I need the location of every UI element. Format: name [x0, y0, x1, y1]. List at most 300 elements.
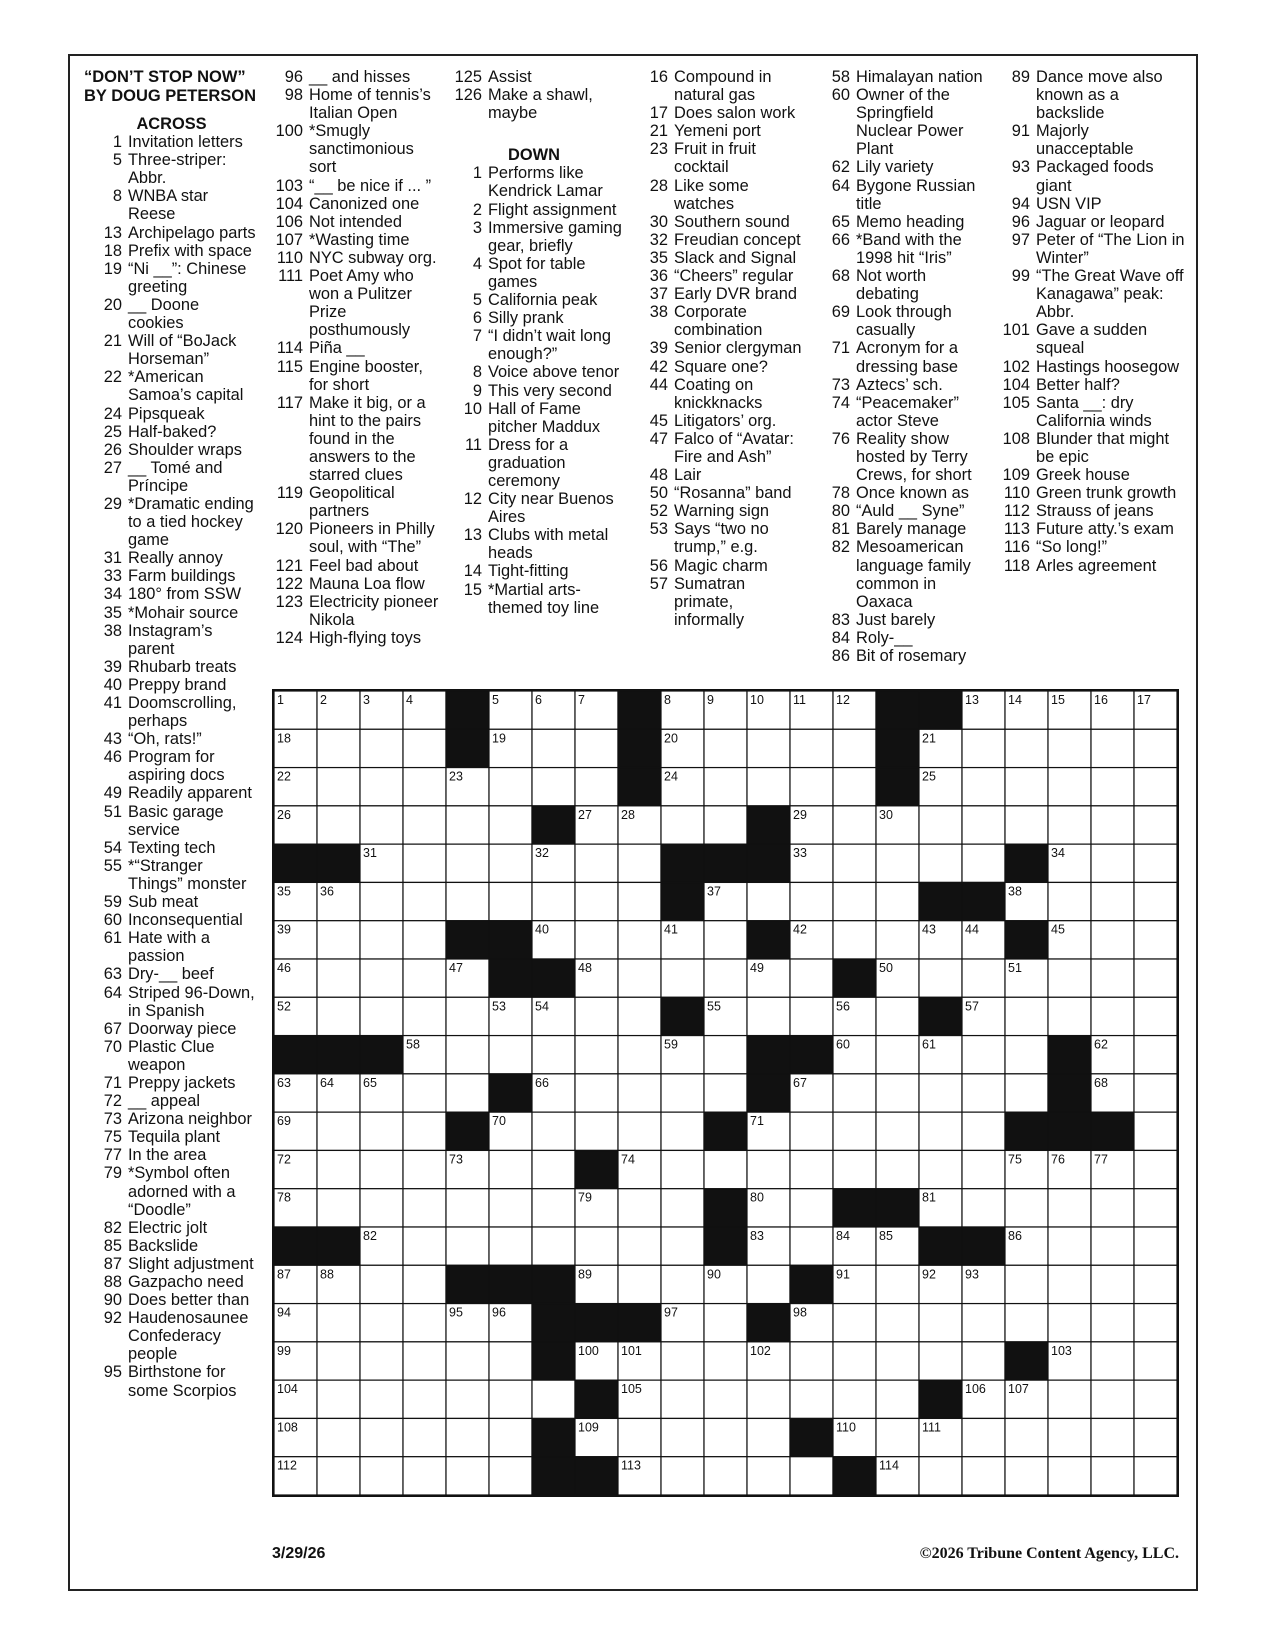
grid-square[interactable]: [704, 1418, 747, 1456]
grid-square[interactable]: [489, 1418, 532, 1456]
grid-square[interactable]: [1091, 882, 1134, 920]
grid-square[interactable]: [532, 729, 575, 767]
clue-text: Readily apparent: [128, 784, 252, 803]
grid-square[interactable]: [360, 729, 403, 767]
grid-square[interactable]: [1134, 806, 1177, 844]
grid-square[interactable]: [403, 1457, 446, 1495]
clue-text: Electric jolt: [128, 1218, 208, 1237]
square-number: 100: [578, 1343, 599, 1358]
grid-square[interactable]: [1134, 1265, 1177, 1303]
grid-square[interactable]: [1005, 768, 1048, 806]
grid-square[interactable]: [403, 1342, 446, 1380]
down-clues-part-1: [444, 164, 624, 616]
grid-square[interactable]: [661, 1418, 704, 1456]
grid-square[interactable]: [489, 768, 532, 806]
grid-square[interactable]: [532, 1227, 575, 1265]
grid-square[interactable]: [1134, 959, 1177, 997]
grid-square[interactable]: [833, 729, 876, 767]
grid-square[interactable]: [1048, 729, 1091, 767]
grid-square[interactable]: [962, 1074, 1005, 1112]
grid-square[interactable]: [618, 1189, 661, 1227]
grid-square[interactable]: [317, 959, 360, 997]
grid-square[interactable]: [919, 1457, 962, 1495]
grid-square[interactable]: [360, 1150, 403, 1188]
grid-square[interactable]: [919, 844, 962, 882]
grid-square[interactable]: [1134, 729, 1177, 767]
grid-square[interactable]: [1005, 1418, 1048, 1456]
down-clue: [992, 195, 1187, 213]
grid-square[interactable]: [1134, 1074, 1177, 1112]
grid-square[interactable]: [1048, 997, 1091, 1035]
square-number: 53: [492, 999, 506, 1014]
grid-square[interactable]: [1005, 1265, 1048, 1303]
grid-square[interactable]: [1091, 1457, 1134, 1495]
grid-square[interactable]: [1134, 1457, 1177, 1495]
grid-square[interactable]: [833, 882, 876, 920]
grid-square[interactable]: [704, 1036, 747, 1074]
grid-square[interactable]: [1134, 1342, 1177, 1380]
grid-square[interactable]: [489, 1036, 532, 1074]
grid-square[interactable]: [1091, 1304, 1134, 1342]
grid-square[interactable]: [876, 1380, 919, 1418]
grid-square[interactable]: [403, 1227, 446, 1265]
down-clue: [630, 466, 805, 484]
grid-square[interactable]: [1091, 768, 1134, 806]
grid-square[interactable]: [532, 1112, 575, 1150]
grid-square[interactable]: [403, 1418, 446, 1456]
grid-square[interactable]: [1048, 1380, 1091, 1418]
grid-square[interactable]: [876, 1265, 919, 1303]
grid-square[interactable]: [1091, 1227, 1134, 1265]
grid-square[interactable]: [833, 1380, 876, 1418]
clue-text: Instagram’s parent: [128, 621, 213, 658]
grid-square[interactable]: [446, 1418, 489, 1456]
grid-square[interactable]: [1091, 921, 1134, 959]
grid-square[interactable]: [833, 1150, 876, 1188]
grid-square[interactable]: [919, 1304, 962, 1342]
grid-square[interactable]: [360, 1265, 403, 1303]
grid-square[interactable]: [403, 768, 446, 806]
grid-square[interactable]: [618, 1074, 661, 1112]
grid-square[interactable]: [919, 1150, 962, 1188]
grid-square[interactable]: [317, 729, 360, 767]
black-square: [962, 882, 1005, 920]
square-number: 3: [363, 693, 370, 707]
clue-number: 46: [103, 748, 122, 767]
grid-square[interactable]: [876, 1112, 919, 1150]
grid-square[interactable]: [704, 1150, 747, 1188]
grid-square[interactable]: [747, 1457, 790, 1495]
grid-square[interactable]: [876, 997, 919, 1035]
down-clue: [630, 484, 805, 502]
grid-square[interactable]: [661, 1227, 704, 1265]
grid-square[interactable]: [790, 1380, 833, 1418]
grid-square[interactable]: [704, 1457, 747, 1495]
grid-square[interactable]: [1048, 1457, 1091, 1495]
grid-square[interactable]: [618, 844, 661, 882]
grid-square[interactable]: [790, 882, 833, 920]
grid-square[interactable]: [1091, 729, 1134, 767]
clue-number: 9: [472, 381, 482, 400]
grid-square[interactable]: [360, 997, 403, 1035]
grid-square[interactable]: [1005, 1189, 1048, 1227]
grid-square[interactable]: [876, 1036, 919, 1074]
grid-square[interactable]: [1091, 844, 1134, 882]
across-clues-part-3: [444, 68, 624, 122]
grid-square[interactable]: [403, 1150, 446, 1188]
grid-square[interactable]: [489, 1150, 532, 1188]
grid-square[interactable]: [317, 1304, 360, 1342]
grid-square[interactable]: [575, 768, 618, 806]
grid-square[interactable]: [962, 844, 1005, 882]
grid-square[interactable]: [360, 1189, 403, 1227]
grid-square[interactable]: [747, 1265, 790, 1303]
grid-square[interactable]: [317, 1380, 360, 1418]
grid-square[interactable]: [360, 1304, 403, 1342]
grid-square[interactable]: [360, 1380, 403, 1418]
grid-square[interactable]: [790, 729, 833, 767]
grid-square[interactable]: [919, 959, 962, 997]
grid-square[interactable]: [962, 1112, 1005, 1150]
grid-square[interactable]: [962, 768, 1005, 806]
down-clue: [992, 484, 1187, 502]
grid-square[interactable]: [1134, 882, 1177, 920]
grid-square[interactable]: [747, 882, 790, 920]
grid-square[interactable]: [1005, 997, 1048, 1035]
grid-square[interactable]: [704, 959, 747, 997]
clue-text: Doorway piece: [128, 1019, 237, 1038]
grid-square[interactable]: [962, 1150, 1005, 1188]
grid-square[interactable]: [1091, 806, 1134, 844]
grid-square[interactable]: [1005, 1304, 1048, 1342]
grid-square[interactable]: [876, 844, 919, 882]
grid-square[interactable]: [1134, 1189, 1177, 1227]
clue-text: Silly prank: [488, 309, 564, 328]
clue-text: Prefix with space: [128, 241, 252, 260]
grid-square[interactable]: [489, 1457, 532, 1495]
grid-square[interactable]: [747, 1150, 790, 1188]
grid-square[interactable]: [618, 1036, 661, 1074]
grid-square[interactable]: [1048, 1304, 1091, 1342]
grid-square[interactable]: [876, 1150, 919, 1188]
grid-square[interactable]: [1134, 1112, 1177, 1150]
grid-square[interactable]: [833, 1304, 876, 1342]
grid-square[interactable]: [790, 959, 833, 997]
grid-square[interactable]: [1134, 997, 1177, 1035]
clue-text: Dry-__ beef: [128, 965, 214, 984]
grid-square[interactable]: [403, 844, 446, 882]
grid-square[interactable]: [446, 806, 489, 844]
grid-square[interactable]: [962, 1304, 1005, 1342]
grid-square[interactable]: [704, 729, 747, 767]
grid-square[interactable]: [747, 729, 790, 767]
grid-square[interactable]: [1005, 1457, 1048, 1495]
grid-square[interactable]: [532, 1189, 575, 1227]
grid-square[interactable]: [704, 921, 747, 959]
grid-square[interactable]: [747, 1380, 790, 1418]
grid-square[interactable]: [446, 1380, 489, 1418]
grid-square[interactable]: [833, 1112, 876, 1150]
grid-square[interactable]: [1091, 1418, 1134, 1456]
grid-square[interactable]: [446, 1227, 489, 1265]
black-square: [919, 1380, 962, 1418]
grid-square[interactable]: [446, 882, 489, 920]
grid-square[interactable]: [661, 806, 704, 844]
grid-square[interactable]: [618, 1227, 661, 1265]
clue-number: 126: [454, 86, 482, 105]
grid-square[interactable]: [532, 768, 575, 806]
grid-square[interactable]: [317, 768, 360, 806]
grid-square[interactable]: [747, 997, 790, 1035]
grid-square[interactable]: [747, 768, 790, 806]
grid-square[interactable]: [403, 921, 446, 959]
down-clue: [812, 538, 992, 610]
grid-square[interactable]: [1048, 882, 1091, 920]
grid-square[interactable]: [317, 921, 360, 959]
grid-square[interactable]: [704, 806, 747, 844]
grid-square[interactable]: [360, 1112, 403, 1150]
across-clue: [265, 231, 443, 249]
grid-square[interactable]: [962, 1036, 1005, 1074]
grid-square[interactable]: [446, 1074, 489, 1112]
grid-square[interactable]: [833, 844, 876, 882]
grid-square[interactable]: [962, 729, 1005, 767]
grid-square[interactable]: [618, 882, 661, 920]
grid-square[interactable]: [876, 882, 919, 920]
grid-square[interactable]: [532, 1150, 575, 1188]
grid-square[interactable]: [1005, 1036, 1048, 1074]
grid-square[interactable]: [403, 1380, 446, 1418]
grid-square[interactable]: [618, 1418, 661, 1456]
grid-square[interactable]: [575, 844, 618, 882]
grid-square[interactable]: [360, 921, 403, 959]
clue-text: Really annoy: [128, 549, 223, 568]
grid-square[interactable]: [489, 1189, 532, 1227]
grid-square[interactable]: [833, 1342, 876, 1380]
clue-number: 52: [649, 502, 668, 521]
grid-square[interactable]: [317, 997, 360, 1035]
grid-square[interactable]: [1091, 1265, 1134, 1303]
grid-square[interactable]: [1048, 959, 1091, 997]
grid-square[interactable]: [962, 1418, 1005, 1456]
grid-square[interactable]: [403, 1074, 446, 1112]
grid-square[interactable]: [489, 1227, 532, 1265]
grid-square[interactable]: [1091, 1342, 1134, 1380]
grid-square[interactable]: [575, 997, 618, 1035]
square-number: 55: [707, 999, 721, 1014]
grid-square[interactable]: [876, 1074, 919, 1112]
grid-square[interactable]: [962, 1189, 1005, 1227]
grid-square[interactable]: [403, 806, 446, 844]
grid-square[interactable]: [876, 921, 919, 959]
grid-square[interactable]: [1048, 768, 1091, 806]
black-square: [618, 691, 661, 729]
grid-square[interactable]: [919, 806, 962, 844]
grid-square[interactable]: [446, 844, 489, 882]
grid-square[interactable]: [317, 1112, 360, 1150]
grid-square[interactable]: [360, 1342, 403, 1380]
grid-square[interactable]: [876, 1418, 919, 1456]
grid-square[interactable]: [919, 1074, 962, 1112]
grid-square[interactable]: [661, 1150, 704, 1188]
grid-square[interactable]: [790, 1342, 833, 1380]
grid-square[interactable]: [403, 729, 446, 767]
grid-square[interactable]: [575, 729, 618, 767]
grid-square[interactable]: [360, 768, 403, 806]
grid-square[interactable]: [618, 1265, 661, 1303]
grid-square[interactable]: [1048, 1189, 1091, 1227]
grid-square[interactable]: [532, 882, 575, 920]
grid-square[interactable]: [790, 1227, 833, 1265]
grid-square[interactable]: [403, 1189, 446, 1227]
grid-square[interactable]: [1005, 1074, 1048, 1112]
clue-number: 95: [103, 1363, 122, 1382]
grid-square[interactable]: [317, 1150, 360, 1188]
grid-square[interactable]: [876, 1304, 919, 1342]
grid-square[interactable]: [790, 1189, 833, 1227]
grid-square[interactable]: [790, 1112, 833, 1150]
grid-square[interactable]: [317, 1457, 360, 1495]
grid-square[interactable]: [1134, 768, 1177, 806]
grid-square[interactable]: [403, 997, 446, 1035]
grid-square[interactable]: [661, 1380, 704, 1418]
grid-square[interactable]: [833, 921, 876, 959]
grid-square[interactable]: [1134, 1380, 1177, 1418]
grid-square[interactable]: [1134, 1304, 1177, 1342]
square-number: 108: [277, 1420, 298, 1435]
grid-square[interactable]: [446, 1189, 489, 1227]
grid-square[interactable]: [403, 959, 446, 997]
grid-square[interactable]: [575, 1074, 618, 1112]
grid-square[interactable]: [790, 997, 833, 1035]
grid-square[interactable]: [446, 1036, 489, 1074]
grid-square[interactable]: [790, 768, 833, 806]
grid-square[interactable]: [618, 921, 661, 959]
grid-square[interactable]: [1134, 1418, 1177, 1456]
grid-square[interactable]: [575, 882, 618, 920]
grid-square[interactable]: [317, 1189, 360, 1227]
grid-square[interactable]: [489, 1380, 532, 1418]
grid-square[interactable]: [919, 1342, 962, 1380]
grid-square[interactable]: [618, 1112, 661, 1150]
grid-square[interactable]: [360, 882, 403, 920]
grid-square[interactable]: [489, 806, 532, 844]
clue-number: 23: [649, 140, 668, 159]
grid-square[interactable]: [317, 1342, 360, 1380]
grid-square[interactable]: [317, 806, 360, 844]
grid-square[interactable]: [833, 1074, 876, 1112]
black-square: [575, 1304, 618, 1342]
grid-square[interactable]: [833, 806, 876, 844]
grid-square[interactable]: [1134, 1150, 1177, 1188]
grid-square[interactable]: [661, 1189, 704, 1227]
clue-number: 44: [649, 375, 668, 394]
grid-square[interactable]: [360, 806, 403, 844]
grid-square[interactable]: [618, 959, 661, 997]
grid-square[interactable]: [962, 1342, 1005, 1380]
black-square: [833, 1457, 876, 1495]
grid-square[interactable]: [919, 1112, 962, 1150]
grid-square[interactable]: [876, 1342, 919, 1380]
down-clue: [812, 86, 992, 158]
grid-square[interactable]: [790, 1457, 833, 1495]
grid-square[interactable]: [1134, 844, 1177, 882]
grid-square[interactable]: [489, 1342, 532, 1380]
grid-square[interactable]: [489, 844, 532, 882]
clue-text: WNBA star Reese: [128, 187, 209, 224]
grid-square[interactable]: [1005, 806, 1048, 844]
grid-square[interactable]: [1048, 1418, 1091, 1456]
grid-square[interactable]: [962, 959, 1005, 997]
grid-square[interactable]: [661, 1112, 704, 1150]
grid-square[interactable]: [532, 1036, 575, 1074]
grid-square[interactable]: [661, 1074, 704, 1112]
grid-square[interactable]: [446, 1342, 489, 1380]
grid-square[interactable]: [962, 1457, 1005, 1495]
grid-square[interactable]: [1134, 1036, 1177, 1074]
grid-square[interactable]: [360, 959, 403, 997]
down-clue: [630, 177, 805, 213]
grid-square[interactable]: [704, 1074, 747, 1112]
grid-square[interactable]: [1091, 1189, 1134, 1227]
square-number: 114: [879, 1458, 899, 1473]
grid-square[interactable]: [1091, 997, 1134, 1035]
grid-square[interactable]: [1005, 729, 1048, 767]
grid-square[interactable]: [833, 768, 876, 806]
grid-square[interactable]: [1091, 959, 1134, 997]
grid-square[interactable]: [1091, 1380, 1134, 1418]
grid-square[interactable]: [618, 997, 661, 1035]
grid-square[interactable]: [575, 1227, 618, 1265]
grid-square[interactable]: [575, 1036, 618, 1074]
grid-square[interactable]: [575, 921, 618, 959]
grid-square[interactable]: [661, 1342, 704, 1380]
clue-number: 20: [103, 295, 122, 314]
grid-square[interactable]: [489, 882, 532, 920]
grid-square[interactable]: [704, 1380, 747, 1418]
grid-square[interactable]: [1048, 1265, 1091, 1303]
grid-square[interactable]: [317, 1418, 360, 1456]
grid-square[interactable]: [661, 959, 704, 997]
grid-square[interactable]: [1048, 1227, 1091, 1265]
grid-square[interactable]: [661, 1265, 704, 1303]
grid-square[interactable]: [360, 1457, 403, 1495]
grid-square[interactable]: [403, 882, 446, 920]
grid-square[interactable]: [575, 1112, 618, 1150]
clue-text: *Wasting time: [309, 230, 410, 249]
grid-square[interactable]: [747, 1418, 790, 1456]
grid-square[interactable]: [403, 1265, 446, 1303]
grid-square[interactable]: [704, 768, 747, 806]
grid-square[interactable]: [446, 1457, 489, 1495]
grid-square[interactable]: [532, 1380, 575, 1418]
grid-square[interactable]: [403, 1112, 446, 1150]
grid-square[interactable]: [446, 997, 489, 1035]
grid-square[interactable]: [962, 806, 1005, 844]
grid-square[interactable]: [1048, 806, 1091, 844]
grid-square[interactable]: [704, 1342, 747, 1380]
grid-square[interactable]: [1134, 921, 1177, 959]
grid-square[interactable]: [790, 1150, 833, 1188]
grid-square[interactable]: [360, 1418, 403, 1456]
grid-square[interactable]: [704, 1304, 747, 1342]
across-clues-part-2: [265, 68, 443, 647]
clue-number: 50: [649, 484, 668, 503]
grid-square[interactable]: [661, 1457, 704, 1495]
square-number: 5: [492, 693, 499, 707]
grid-square[interactable]: [403, 1304, 446, 1342]
grid-square[interactable]: [1134, 1227, 1177, 1265]
